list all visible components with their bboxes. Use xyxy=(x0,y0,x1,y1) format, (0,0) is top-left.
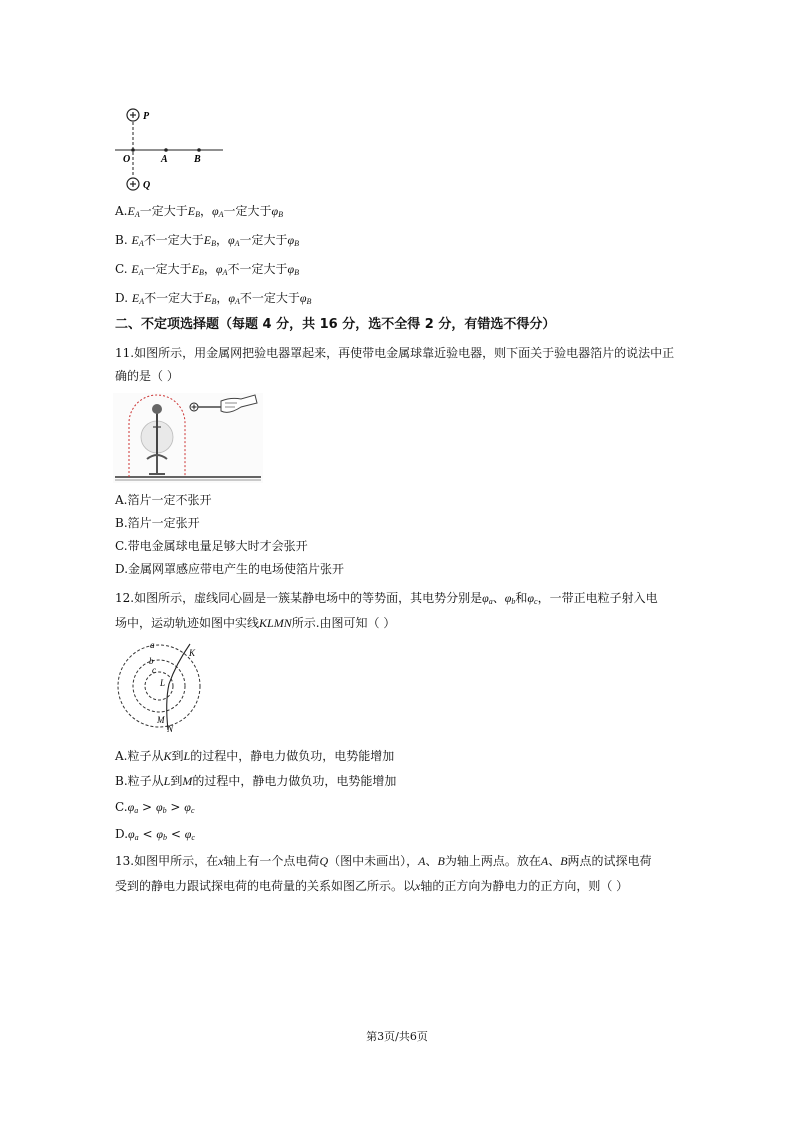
q10-option-c[interactable]: C. $E_A$一定大于$E_B$，$\varphi_A$不一定大于$\varphi_B$ xyxy=(115,262,299,277)
q11-option-d[interactable]: D.金属网罩感应带电产生的电场使箔片张开 xyxy=(115,562,345,576)
q10-option-a[interactable]: $A.E_A$一定大于$E_B$，$\varphi_A$一定大于$\varphi_B$ xyxy=(115,204,284,219)
q11-stem-line2: 确的是（ ） xyxy=(115,369,179,383)
page-footer: 第3页/共6页 xyxy=(366,1030,428,1043)
label-L: L xyxy=(160,678,166,688)
q11-option-c[interactable]: C.带电金属球电量足够大时才会张开 xyxy=(115,539,308,553)
q13-stem-line2: 受到的静电力跟试探电荷的电荷量的关系如图乙所示。以x轴的正方向为静电力的正方向，则（ ） xyxy=(115,879,629,893)
q12-option-a[interactable]: A.粒子从K到L的过程中，静电力做负功，电势能增加 xyxy=(115,749,395,763)
q12-option-c[interactable]: $C.\varphi_a > \varphi_b > \varphi_c$ xyxy=(115,800,195,815)
q12-stem-line1: 12.如图所示，虚线同心圆是一簇某静电场中的等势面，其电势分别是$\varphi_a$、$\varphi_b$和$\varphi_c$，一带正电粒子射入电 xyxy=(115,591,658,606)
label-P: P xyxy=(143,111,150,122)
label-O: O xyxy=(123,154,131,165)
label-A: A xyxy=(161,154,168,165)
figure-charges-axis xyxy=(110,104,230,196)
label-B: B xyxy=(194,154,201,165)
label-M: M xyxy=(157,715,165,725)
label-c: c xyxy=(152,665,156,675)
q12-stem-line2: 场中，运动轨迹如图中实线KLMN所示.由图可知（ ） xyxy=(115,616,396,630)
label-N: N xyxy=(167,724,174,732)
q12-option-b[interactable]: B.粒子从L到M的过程中，静电力做负功，电势能增加 xyxy=(115,774,397,788)
label-b: b xyxy=(149,656,154,666)
label-Q: Q xyxy=(143,180,151,191)
q12-option-d[interactable]: $D.\varphi_a < \varphi_b < \varphi_c$ xyxy=(115,827,195,842)
q11-option-a[interactable]: A.箔片一定不张开 xyxy=(115,493,212,507)
q10-option-d[interactable]: D. $E_A$不一定大于$E_B$，$\varphi_A$不一定大于$\varphi_B$ xyxy=(115,291,312,306)
q13-stem-line1: 13.如图甲所示，在x轴上有一个点电荷Q（图中未画出），A、B为轴上两点。放在A、B两点的试探电荷 xyxy=(115,854,652,868)
figure-electroscope xyxy=(113,393,263,483)
label-K: K xyxy=(189,648,196,658)
q10-option-b[interactable]: B. $E_A$不一定大于$E_B$，$\varphi_A$一定大于$\varphi_B$ xyxy=(115,233,300,248)
figure-equipotential xyxy=(112,640,212,732)
q11-option-b[interactable]: B.箔片一定张开 xyxy=(115,516,200,530)
section-title: 二、不定项选择题（每题 4 分，共 16 分，选不全得 2 分，有错选不得分） xyxy=(115,317,556,332)
label-a: a xyxy=(150,640,155,650)
q11-stem-line1: 11.如图所示，用金属网把验电器罩起来，再使带电金属球靠近验电器，则下面关于验电器箔片的说法中正 xyxy=(115,346,675,360)
